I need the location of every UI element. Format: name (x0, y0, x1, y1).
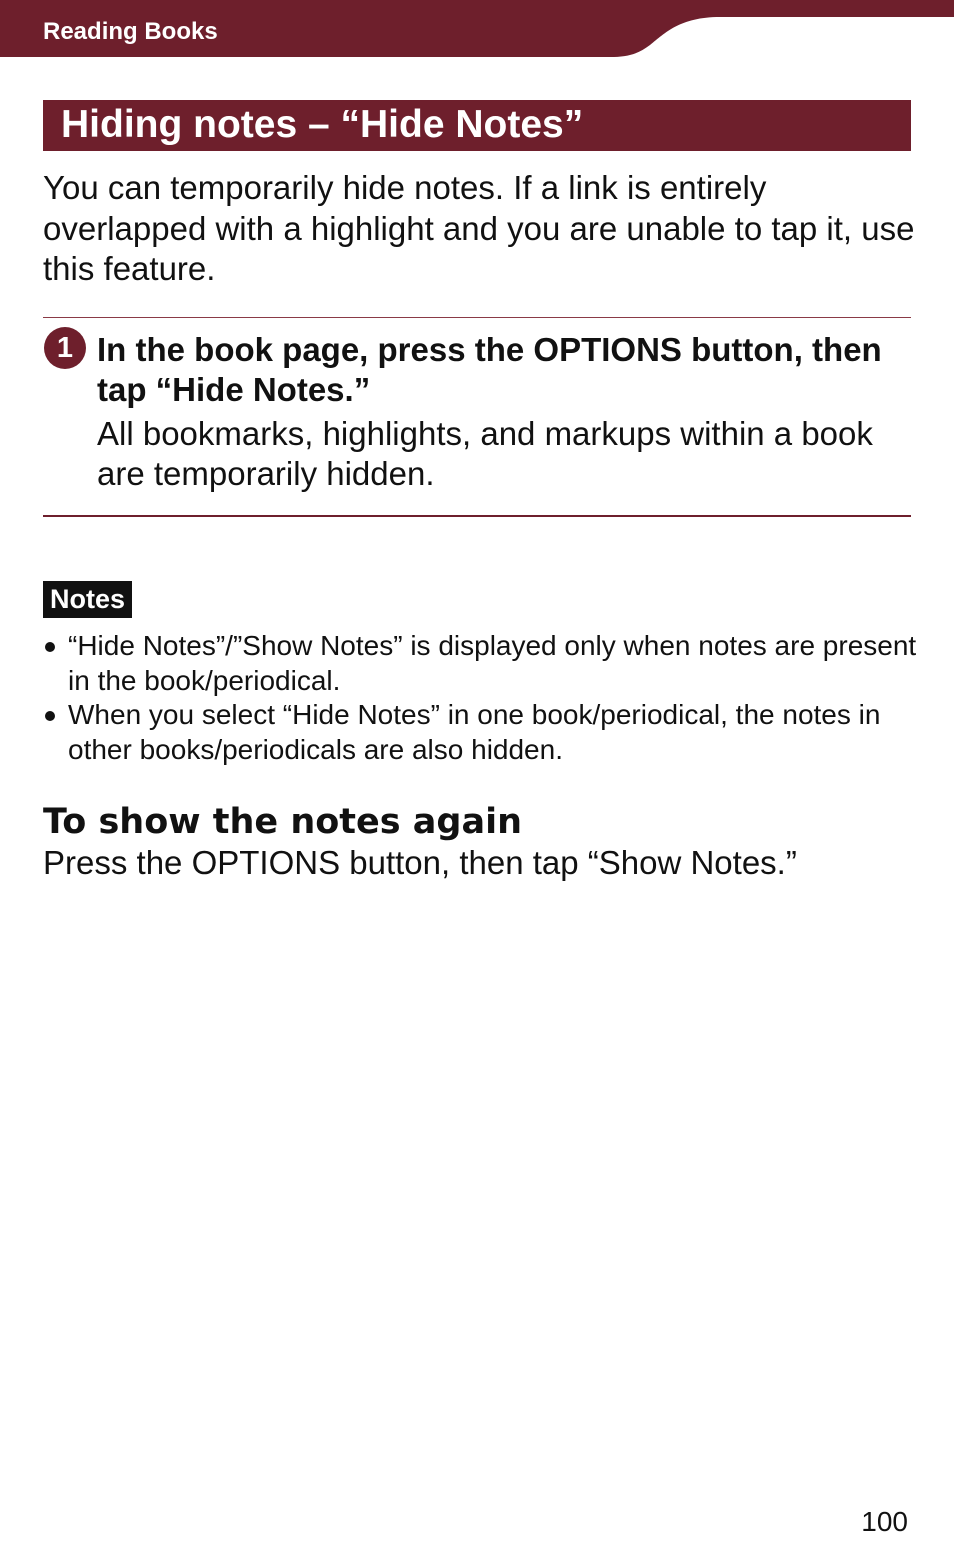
notes-list (43, 629, 923, 767)
page-title: Hiding notes – “Hide Notes” (61, 103, 584, 146)
page-title-bar (43, 100, 911, 151)
note-text: “Hide Notes”/”Show Notes” is displayed only when notes are present in the book/periodical. (68, 630, 917, 696)
list-item (43, 629, 923, 698)
step-description: All bookmarks, highlights, and markups within a book are temporarily hidden. (97, 415, 873, 492)
bullet-icon (45, 711, 55, 721)
subheading-body: Press the OPTIONS button, then tap “Show Notes.” (43, 844, 797, 881)
subheading: To show the notes again (43, 802, 522, 842)
divider (43, 317, 911, 318)
section-label: Reading Books (43, 18, 218, 45)
header-bar (0, 0, 954, 58)
page-number: 100 (861, 1506, 908, 1537)
note-text: When you select “Hide Notes” in one book/periodical, the notes in other books/periodicals are also hidden. (68, 699, 881, 765)
bullet-icon (45, 642, 55, 652)
divider (43, 515, 911, 517)
list-item (43, 698, 923, 767)
intro-text: You can temporarily hide notes. If a link is entirely overlapped with a highlight and you are unable to tap it, use this feature. (43, 169, 915, 287)
step-title: In the book page, press the OPTIONS button, then tap “Hide Notes.” (97, 331, 882, 408)
step-number-badge: 1 (44, 327, 86, 369)
notes-label: Notes (43, 581, 132, 618)
